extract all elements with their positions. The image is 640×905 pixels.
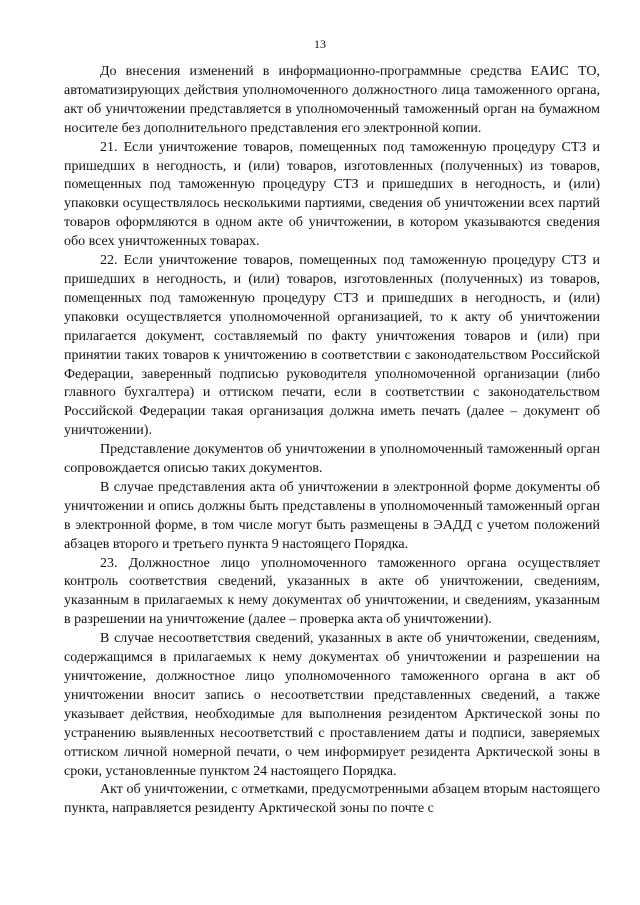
paragraph-ais-note: До внесения изменений в информационно-программные средства ЕАИС ТО, автоматизирующих действия уполномоченного должностного лица таможенного органа, акт об уничтожении представляется в уполномоченный таможенный орган на бумажном носителе без дополнительного представления его электронной копии.: [64, 64, 600, 136]
paragraph-act-sending: Акт об уничтожении, с отметками, предусмотренными абзацем вторым настоящего пункта, направляется резиденту Арктической зоны по почте с: [64, 782, 600, 817]
paragraph-discrepancy: В случае несоответствия сведений, указанных в акте об уничтожении, сведениям, содержащимся в прилагаемых к нему документах об уничтожении и разрешении на уничтожение, должностное лицо уполномоченного таможенного органа в акт об уничтожении вносит запись о несоответствии представленных сведений, а также указывает действия, необходимые для выполнения резидентом Арктической зоны по устранению выявленных несоответствий с проставлением даты и подписи, заверяемых оттиском личной номерной печати, о чем информирует резидента Арктической зоны в сроки, установленные пунктом 24 настоящего Порядка.: [64, 631, 600, 779]
paragraph-clause-21: 21. Если уничтожение товаров, помещенных под таможенную процедуру СТЗ и пришедших в негодность, и (или) товаров, изготовленных (полученных) из товаров, помещенных под таможенную процедуру СТЗ и пришедших в негодность, и (или) упаковки осуществлялось несколькими партиями, сведения об уничтожении всех партий товаров оформляются в одном акте об уничтожении, в котором указываются сведения обо всех уничтоженных товарах.: [64, 139, 600, 250]
paragraph-clause-23: 23. Должностное лицо уполномоченного таможенного органа осуществляет контроль соответствия сведений, указанных в акте об уничтожении, сведениям, указанным в прилагаемых к нему документах об уничтожении, и сведениям, указанным в разрешении на уничтожение (далее – проверка акта об уничтожении).: [64, 555, 600, 628]
document-body: [64, 63, 600, 819]
paragraph-clause-22: 22. Если уничтожение товаров, помещенных под таможенную процедуру СТЗ и пришедших в негодность, и (или) товаров, изготовленных (полученных) из товаров, помещенных под таможенную процедуру СТЗ и пришедших в негодность, и (или) упаковки осуществляется уполномоченной организацией, то к акту об уничтожении прилагается документ, составляемый по факту уничтожения товаров и (или) при принятии таких товаров к уничтожению в соответствии с законодательством Российской Федерации, заверенный подписью руководителя уполномоченной организации (либо главного бухгалтера) и оттиском печати, если в соответствии с законодательством Российской Федерации такая организация должна иметь печать (далее – документ об уничтожении).: [64, 253, 600, 439]
page-number: 13: [314, 37, 326, 51]
paragraph-electronic-form: В случае представления акта об уничтожении в электронной форме документы об уничтожении и опись должны быть представлены в уполномоченный таможенный орган в электронной форме, в том числе могут быть размещены в ЭАДД с учетом положений абзацев второго и третьего пункта 9 настоящего Порядка.: [64, 479, 600, 552]
paragraph-inventory: Представление документов об уничтожении в уполномоченный таможенный орган сопровождается описью таких документов.: [64, 442, 600, 477]
